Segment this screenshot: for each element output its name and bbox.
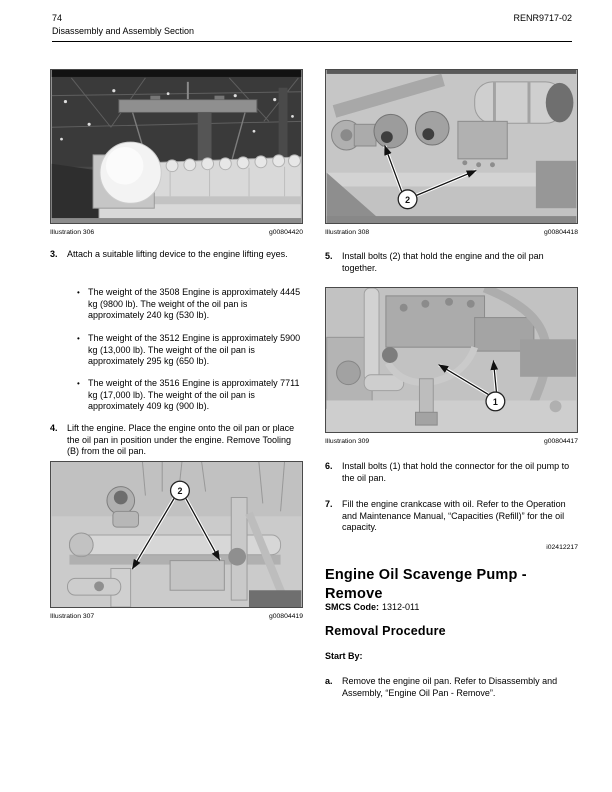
illustration-309-caption [325,438,578,445]
left-pump [332,120,376,150]
step-number: 5. [325,251,333,261]
smcs-label: SMCS Code: [325,602,379,612]
illustration-306-photo [50,69,303,224]
junction-box [458,121,507,159]
illustration-code: g00804418 [543,229,578,236]
engine-factory-photo [51,70,302,223]
main-pipe [69,533,280,565]
step-7 [325,499,578,534]
connector-fitting [382,347,398,363]
step-text: Install bolts (2) that hold the engine and the oil pan together. [342,251,544,273]
section-title: Disassembly and Assembly Section [52,26,195,36]
page-number: 74 [52,13,63,23]
illustration-308-photo [325,69,578,224]
step-a [325,676,578,699]
illustration-code: g00804417 [543,438,578,445]
step-number: 7. [325,499,333,509]
step-number: 6. [325,461,333,471]
bullet-icon: • [77,288,80,297]
illustration-label: Illustration 307 [50,613,95,620]
step-text: Install bolts (1) that hold the connector for the oil pump to the oil pan. [342,461,570,483]
callout-number: 2 [177,486,183,497]
illustration-308-caption [325,229,578,236]
bullet-icon: • [77,334,80,343]
step-5 [325,251,578,274]
callout-number: 1 [492,396,498,407]
illustration-code: g00804420 [268,229,303,236]
header-rule [52,41,572,42]
engine-side-bolts-photo [51,462,302,607]
step-text: Lift the engine. Place the engine onto the oil pan or place the oil pan in position under the engine. Remove Tooling (B) from the oil pan. [67,423,295,457]
engine-front-cylinder [100,142,161,203]
center-box [170,561,224,591]
step-text: Remove the engine oil pan. Refer to Disassembly and Assembly, “Engine Oil Pan - Remove”. [342,676,558,698]
bullet-text: The weight of the 3512 Engine is approximately 5900 kg (13,000 lb). The weight of the oil pan is approximately 295 kg (650 lb). [88,333,301,367]
step-number: 4. [50,423,58,433]
illustration-label: Illustration 306 [50,229,95,236]
document-number: RENR9717-02 [513,13,572,23]
step-text: Fill the engine crankcase with oil. Refer to the Operation and Maintenance Manual, “Capacities (Refill)” for the oil capacity. [342,499,566,533]
illustration-label: Illustration 309 [325,438,370,445]
step-3 [50,249,303,261]
step-6 [325,461,578,484]
illustration-code: g00804419 [268,613,303,620]
illustration-label: Illustration 308 [325,229,370,236]
page-title: Engine Oil Scavenge Pump - Remove [325,566,527,602]
callout-badge [486,392,505,411]
bullet-icon: • [77,379,80,388]
info-id: i02412217 [546,544,578,551]
weight-bullet-3516 [77,378,303,413]
illustration-306-caption [50,229,303,236]
pan-floor [327,400,577,432]
callout-badge [171,481,190,500]
step-text: Attach a suitable lifting device to the engine lifting eyes. [67,249,288,259]
oil-pump-connector-photo [326,288,577,432]
illustration-309-photo [325,287,578,433]
removal-procedure-heading: Removal Procedure [325,624,446,638]
engine-oil-pan-bolts-photo [326,70,577,223]
bullet-text: The weight of the 3516 Engine is approximately 7711 kg (17,000 lb). The weight of the oil pan is approximately 409 kg (900 lb). [88,378,300,412]
callout-number: 2 [405,194,411,205]
smcs-code [325,602,419,612]
step-number: a. [325,676,333,686]
callout-badge [398,190,417,209]
smcs-value: 1312-011 [382,602,420,612]
weight-bullet-3508 [77,287,303,322]
weight-bullet-3512 [77,333,303,368]
step-4 [50,423,303,458]
bullet-text: The weight of the 3508 Engine is approximately 4445 kg (9800 lb). The weight of the oil pan is approximately 240 kg (530 lb). [88,287,301,321]
illustration-307-caption [50,613,303,620]
step-number: 3. [50,249,58,259]
illustration-307-photo [50,461,303,608]
right-bracket [520,339,576,376]
start-by-label: Start By: [325,651,363,661]
